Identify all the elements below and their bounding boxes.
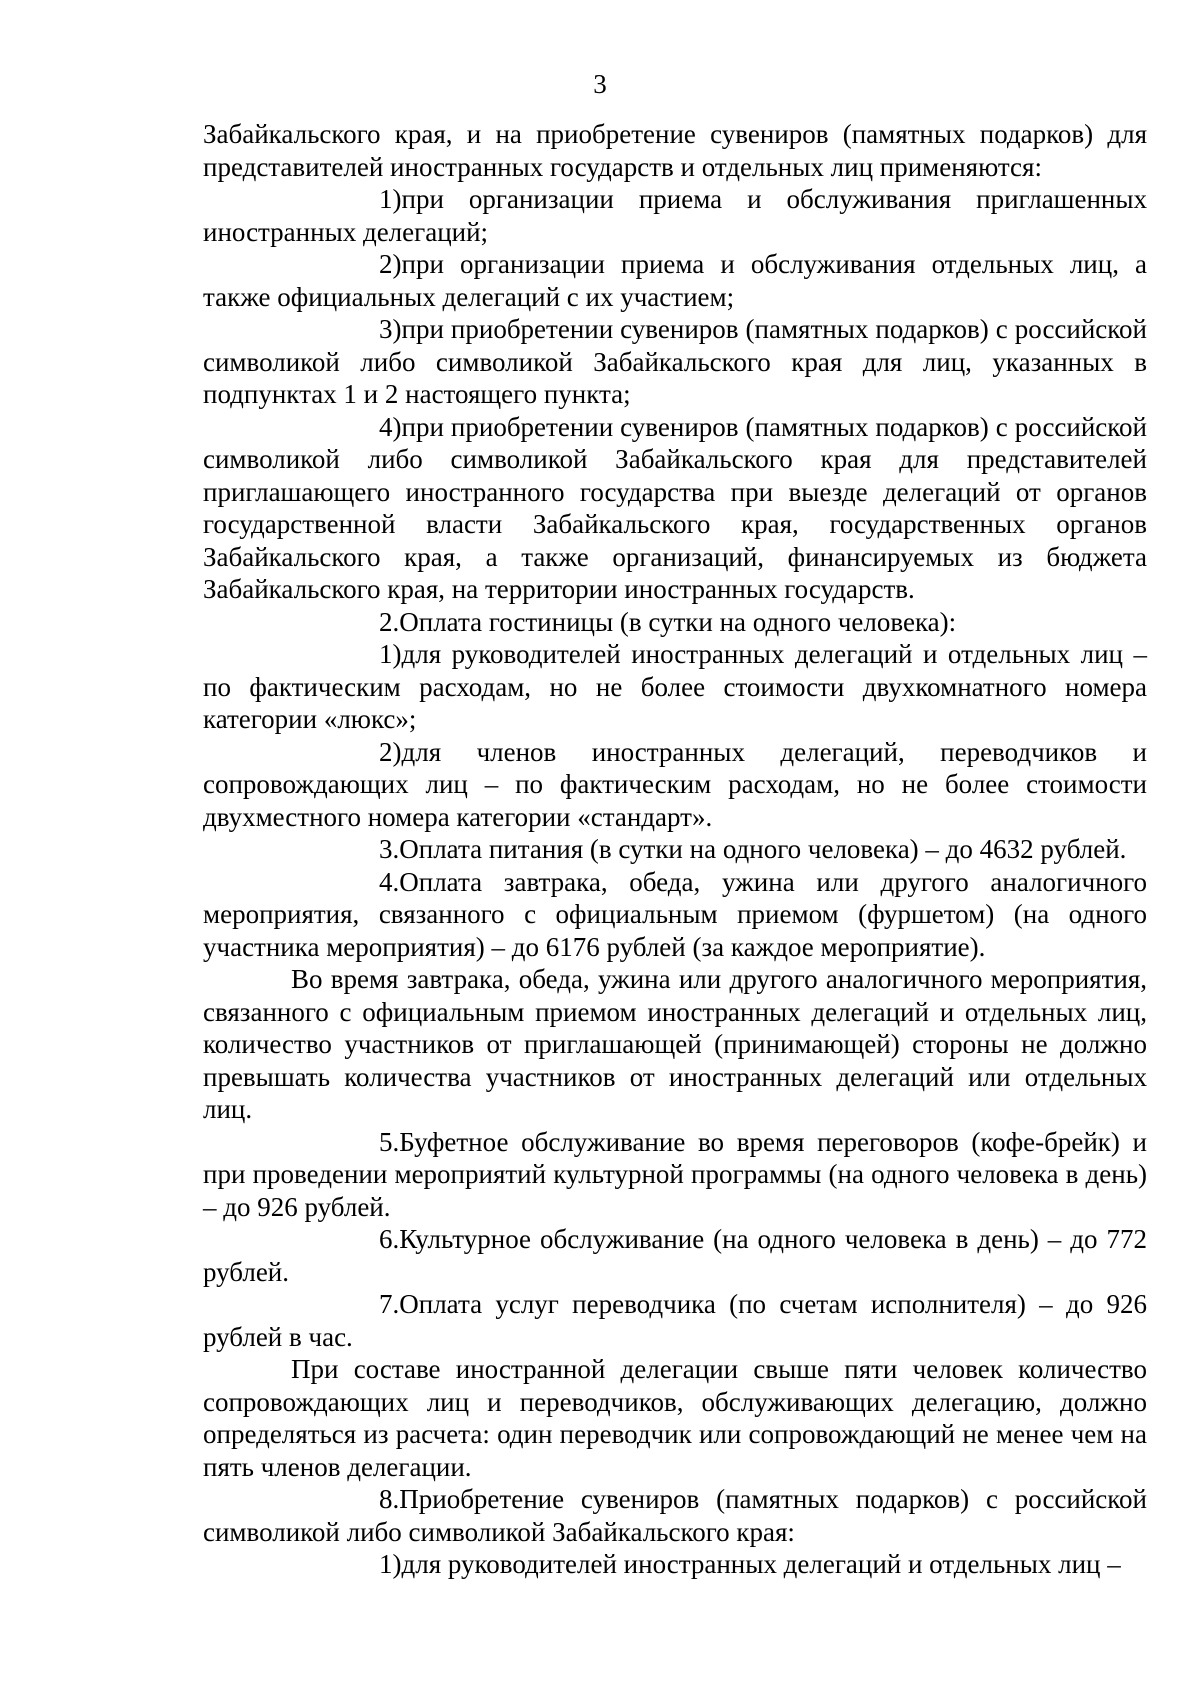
paragraph-text: Оплата питания (в сутки на одного человека) – до 4632 рублей. xyxy=(399,834,1127,864)
item-number: 6. xyxy=(379,1224,400,1254)
paragraph-subitem xyxy=(203,313,1147,411)
paragraph-item xyxy=(203,833,1147,866)
paragraph-text: при приобретении сувениров (памятных подарков) с российской символикой либо символикой Забайкальского края для представителей приглашающего иностранного государства при выезде делегаций от органов государственной власти Забайкальского края, государственных органов Забайкальского края, а также организаций, финансируемых из бюджета Забайкальского края, на территории иностранных государств. xyxy=(203,411,1147,604)
paragraph-subitem xyxy=(203,736,1147,834)
paragraph-item xyxy=(203,866,1147,964)
paragraph-item xyxy=(203,1483,1147,1548)
item-number: 8. xyxy=(379,1484,400,1514)
paragraph-text: Оплата услуг переводчика (по счетам исполнителя) – до 926 рублей в час. xyxy=(203,1289,1147,1352)
paragraph-plain xyxy=(203,963,1147,1126)
paragraph-plain xyxy=(203,1353,1147,1483)
item-number: 7. xyxy=(379,1289,400,1319)
item-number: 5. xyxy=(379,1126,400,1157)
paragraph-item xyxy=(203,1288,1147,1353)
item-number: 1) xyxy=(379,639,402,669)
page-number: 3 xyxy=(593,69,607,99)
item-number: 3. xyxy=(379,834,400,864)
paragraph-text: для членов иностранных делегаций, переводчиков и сопровождающих лиц – по фактическим расходам, но не более стоимости двухместного номера категории «стандарт». xyxy=(203,736,1147,832)
paragraph-text: Забайкальского края, и на приобретение сувениров (памятных подарков) для представителей иностранных государств и отдельных лиц применяются: xyxy=(203,119,1147,182)
item-number: 2) xyxy=(379,736,402,767)
item-number: 1) xyxy=(379,1549,402,1579)
paragraph-subitem xyxy=(203,638,1147,736)
paragraph-text: для руководителей иностранных делегаций и отдельных лиц – по фактическим расходам, но не более стоимости двухкомнатного номера категории «люкс»; xyxy=(203,639,1147,734)
item-number: 2) xyxy=(379,249,402,279)
paragraph-intro-continuation xyxy=(203,118,1147,183)
paragraph-text: Оплата завтрака, обеда, ужина или другого аналогичного мероприятия, связанного с официальным приемом (фуршетом) (на одного участника мероприятия) – до 6176 рублей (за каждое мероприятие). xyxy=(203,866,1147,962)
item-number: 2. xyxy=(379,606,400,637)
paragraph-text: при организации приема и обслуживания отдельных лиц, а также официальных делегаций с их участием; xyxy=(203,249,1147,312)
paragraph-item xyxy=(203,606,1147,639)
item-number: 4) xyxy=(379,411,402,442)
paragraph-text: Во время завтрака, обеда, ужина или другого аналогичного мероприятия, связанного с официальным приемом иностранных делегаций и отдельных лиц, количество участников от приглашающей (принимающей) стороны не должно превышать количества участников от иностранных делегаций или отдельных лиц. xyxy=(203,964,1147,1124)
paragraph-text: Оплата гостиницы (в сутки на одного человека): xyxy=(399,606,957,637)
paragraph-subitem xyxy=(203,411,1147,606)
paragraph-text: При составе иностранной делегации свыше пяти человек количество сопровождающих лиц и переводчиков, обслуживающих делегацию, должно определяться из расчета: один переводчик или сопровождающий не менее чем на пять членов делегации. xyxy=(203,1354,1147,1482)
paragraph-subitem xyxy=(203,1548,1147,1581)
paragraph-text: Культурное обслуживание (на одного человека в день) – до 772 рублей. xyxy=(203,1224,1147,1287)
paragraph-text: для руководителей иностранных делегаций и отдельных лиц – xyxy=(401,1549,1121,1579)
paragraph-item xyxy=(203,1126,1147,1224)
paragraph-subitem xyxy=(203,248,1147,313)
paragraph-item xyxy=(203,1223,1147,1288)
paragraph-text: Приобретение сувениров (памятных подарков) с российской символикой либо символикой Забайкальского края: xyxy=(203,1484,1147,1547)
item-number: 1) xyxy=(379,184,402,214)
paragraph-text: Буфетное обслуживание во время переговоров (кофе-брейк) и при проведении мероприятий культурной программы (на одного человека в день) – до 926 рублей. xyxy=(203,1126,1147,1222)
item-number: 4. xyxy=(379,866,400,897)
paragraph-text: при приобретении сувениров (памятных подарков) с российской символикой либо символикой Забайкальского края для лиц, указанных в подпунктах 1 и 2 настоящего пункта; xyxy=(203,314,1147,409)
paragraph-text: при организации приема и обслуживания приглашенных иностранных делегаций; xyxy=(203,184,1147,247)
item-number: 3) xyxy=(379,314,402,344)
paragraph-subitem xyxy=(203,183,1147,248)
document-body xyxy=(203,118,1147,1581)
